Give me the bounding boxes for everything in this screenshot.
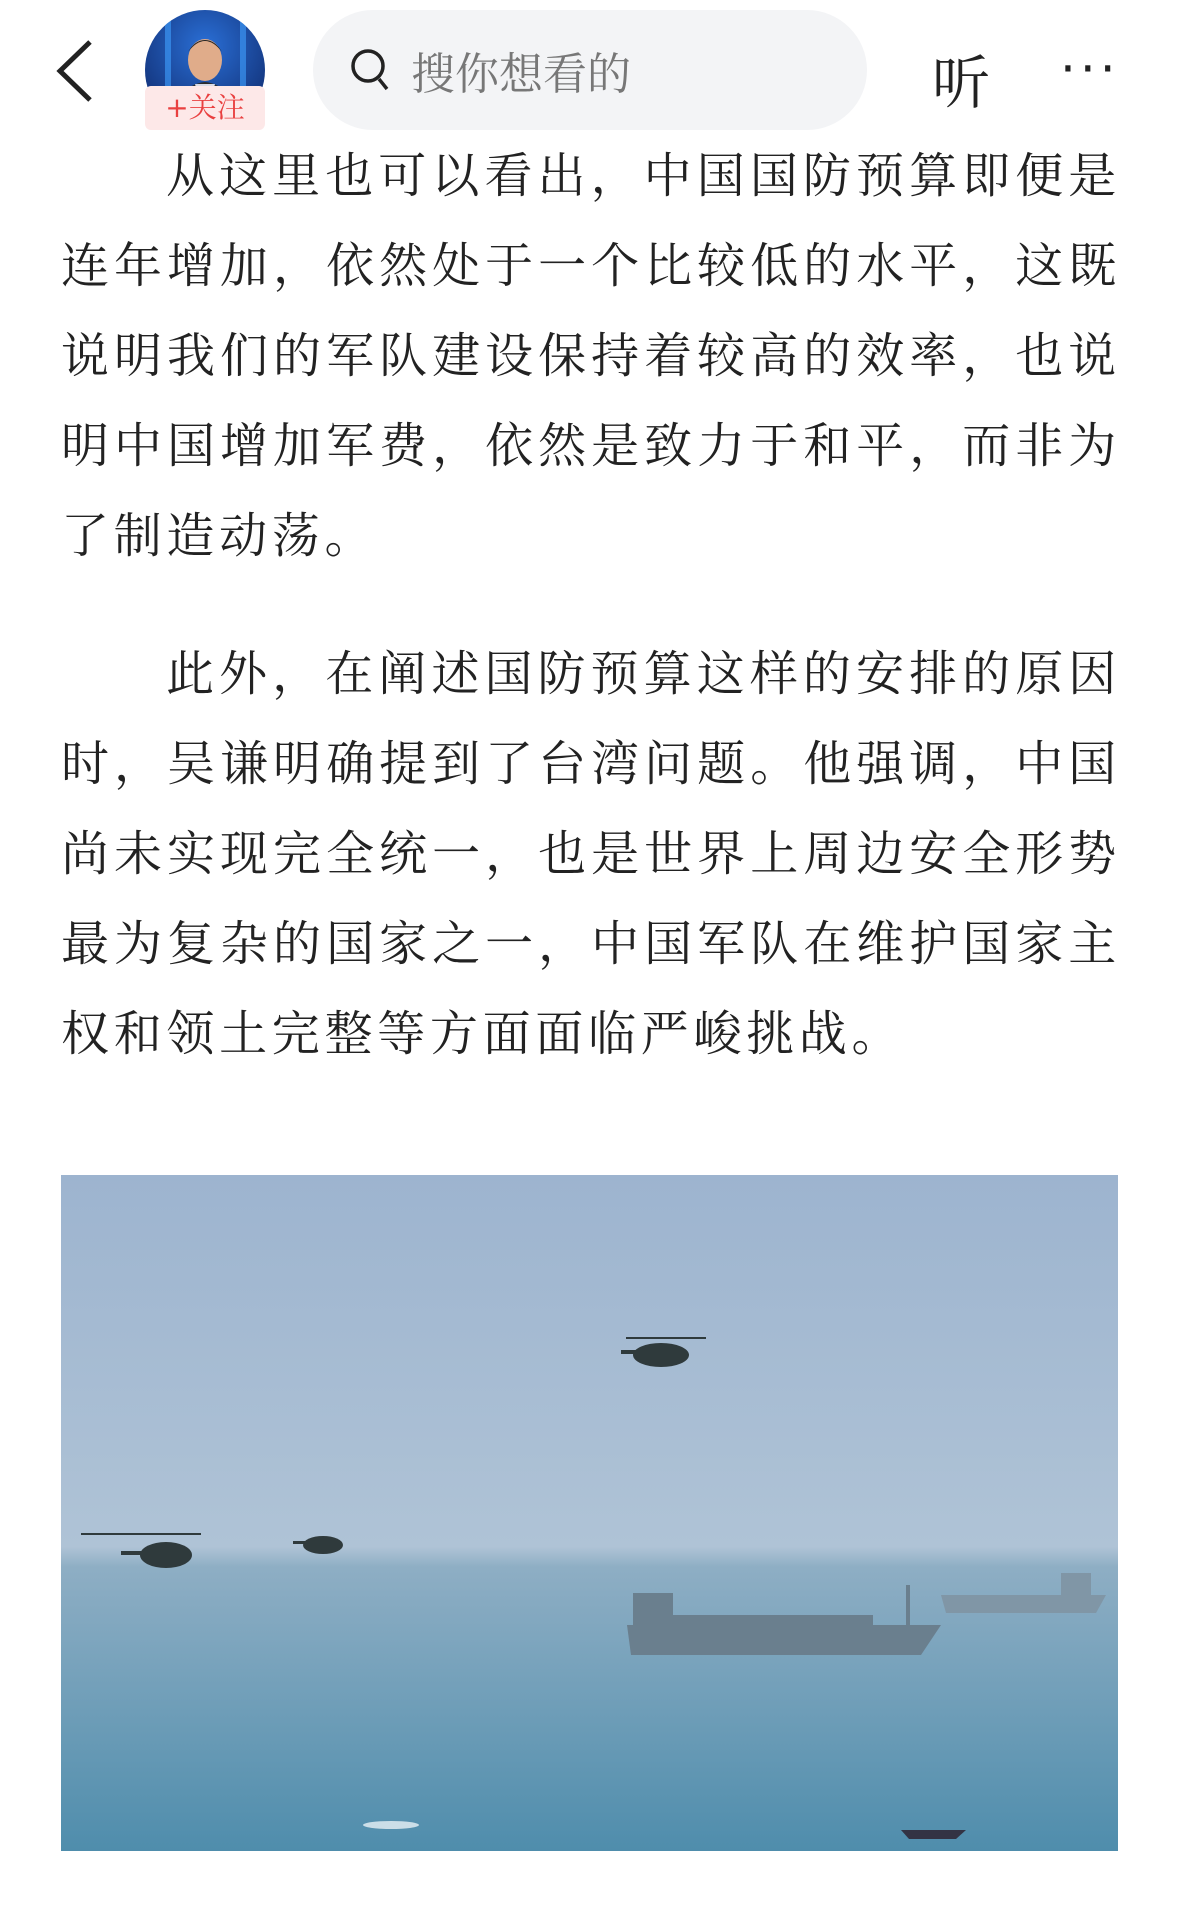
follow-button[interactable]: +关注 [145, 86, 265, 130]
listen-button[interactable]: 听 [932, 49, 991, 117]
article-paragraph: 此外，在阐述国防预算这样的安排的原因时，吴谦明确提到了台湾问题。他强调，中国尚未实现完全统一，也是世界上周边安全形势最为复杂的国家之一，中国军队在维护国家主权和领土完整等方面面临严峻挑战。 [61, 646, 1121, 1062]
article-paragraph: 从这里也可以看出，中国国防预算即便是连年增加，依然处于一个比较低的水平，这既说明我们的军队建设保持着较高的效率，也说明中国增加军费，依然是致力于和平，而非为了制造动荡。 [61, 148, 1121, 564]
article-image[interactable] [61, 1175, 1118, 1851]
more-options-button[interactable]: ··· [1060, 40, 1120, 98]
back-button[interactable] [50, 38, 100, 104]
search-placeholder: 搜你想看的 [411, 49, 631, 100]
small-boat [901, 1830, 966, 1839]
search-input[interactable] [313, 10, 867, 130]
chevron-left-icon [60, 42, 90, 100]
helicopters-ships-photo [61, 1175, 1118, 1851]
search-icon [349, 47, 391, 93]
